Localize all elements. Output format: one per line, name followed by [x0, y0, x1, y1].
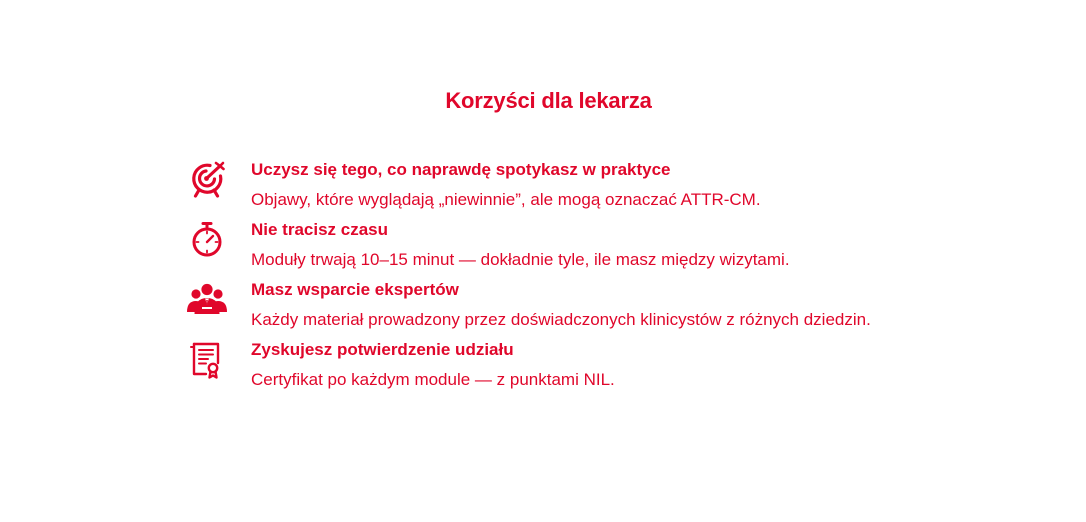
benefit-heading: Masz wsparcie ekspertów: [251, 280, 459, 299]
benefit-description: Każdy materiał prowadzony przez doświadczonych klinicystów z różnych dziedzin.: [251, 310, 871, 329]
benefit-heading: Uczysz się tego, co naprawdę spotykasz w praktyce: [251, 160, 671, 179]
benefit-item: [186, 278, 1056, 338]
benefit-heading: Nie tracisz czasu: [251, 220, 389, 239]
benefits-list: [186, 158, 1056, 398]
target-icon: [186, 158, 228, 200]
benefit-description: Objawy, które wyglądają „niewinnie”, ale mogą oznaczać ATTR-CM.: [251, 190, 761, 209]
stopwatch-icon: [186, 218, 228, 260]
benefit-item: [186, 218, 1056, 278]
benefit-item: [186, 158, 1056, 218]
experts-icon: [186, 278, 228, 320]
benefit-description: Moduły trwają 10–15 minut — dokładnie tyle, ile masz między wizytami.: [251, 250, 790, 269]
benefit-item: [186, 338, 1056, 398]
benefit-heading: Zyskujesz potwierdzenie udziału: [251, 340, 514, 359]
section-title: Korzyści dla lekarza: [445, 88, 652, 113]
certificate-icon: [186, 338, 228, 380]
benefit-description: Certyfikat po każdym module — z punktami NIL.: [251, 370, 615, 389]
